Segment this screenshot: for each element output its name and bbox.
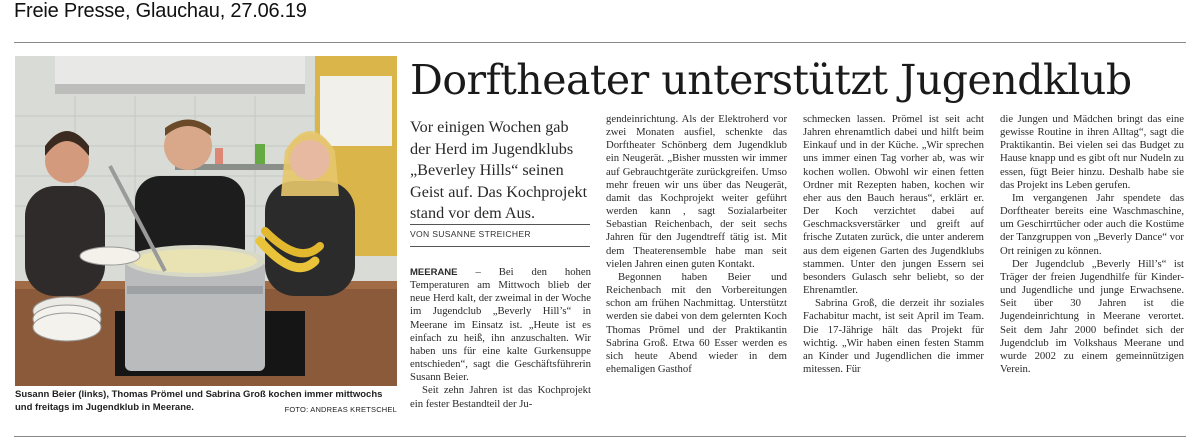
column-4-paragraph-1: die Jungen und Mädchen bringt das eine gewisse Routine in ihren Alltag“, sagt die Praktikantin. Bei vielen sei das Budget zu Hause knapp und es gibt oft nur Nudeln zu essen, fügt Beier hinzu. Deshalb habe sie das Projekt ins Leben gerufen. (1000, 113, 1184, 191)
caption-text: Susann Beier (links), Thomas Prömel und Sabrina Groß kochen immer mittwochs und freitags im Jugendklub in Meerane. (15, 389, 383, 413)
article-headline: Dorftheater unterstützt Jugendklub (410, 56, 1132, 104)
article-lead: Vor einigen Wochen gab der Herd im Jugendklubs „Beverley Hills“ seinen Geist auf. Das Kochprojekt stand vor dem Aus. (410, 118, 588, 222)
bottom-divider (14, 436, 1186, 437)
top-divider (14, 42, 1186, 43)
article-column-3 (803, 113, 984, 376)
article-photo (15, 56, 397, 386)
article-column-1 (410, 266, 591, 411)
dateline: MEERANE (410, 267, 458, 278)
column-1-paragraph-1: – Bei den hohen Temperaturen am Mittwoch blieb der neue Herd kalt, der zweimal in der Woche im Jugendclub „Beverly Hill’s“ in Meerane im Einsatz ist. „Heute ist es einfach zu heiß, ihn anzuschalten. Wir haben uns für eine kalte Gurkensuppe entschieden“, sagt die Geschäftsführerin Susann Beier. (410, 266, 591, 384)
photo-credit: FOTO: ANDREAS KRETSCHEL (284, 405, 397, 414)
article-column-2 (606, 113, 787, 376)
author-divider-top (410, 224, 590, 225)
column-3-paragraph-1: schmecken lassen. Prömel ist seit acht Jahren ehrenamtlich dabei und hilft beim Einkauf und in der Küche. „Wir sprechen uns immer einen Tag vorher ab, was wir kochen wollen. Obwohl wir einen fetten Ordner mit Rezepten haben, kochen wir eher aus den Bauch heraus“, erklärt er. Der Koch verzichtet dabei auf Geschmacksverstärker und greift auf frische Zutaten zurück, die unter anderem aus dem eigenen Garten des Jugendklubs stammen. Unter den jungen Essern sei besonders Gulasch sehr beliebt, so der Ehrenamtler. (803, 113, 984, 297)
article-author: VON SUSANNE STREICHER (410, 229, 531, 239)
column-1-paragraph-2: Seit zehn Jahren ist das Kochprojekt ein fester Bestandteil der Ju- (410, 384, 591, 410)
column-2-paragraph-1: gendeinrichtung. Als der Elektroherd vor zwei Monaten ausfiel, schenkte das Dorftheater Schönberg dem Jugendklub ein Neugerät. „Bisher mussten wir immer auf Gebrauchtgeräte zurückgreifen. Umso mehr freuen wir uns über das Neugerät, damit das Kochprojekt weiter geführt werden kann , sagt Sozialarbeiter Sebastian Reichenbach, der seit sechs Jahren für den Jugendtreff tätig ist. Mit dem Theaterensemble habe man seit vielen Jahren einen guten Kontakt. (606, 113, 787, 270)
column-4-paragraph-3: Der Jugendclub „Beverly Hill’s“ ist Träger der freien Jugendhilfe für Kinder- und Jugendliche und junge Erwachsene. Seit über 30 Jahren ist die Jugendeinrichtung in Meerane verortet. Seit dem Jahr 2000 befindet sich der Jugendclub im Volkshaus Meerane und wurde 2002 zu einem gemeinnützigen Verein. (1000, 257, 1184, 375)
column-3-paragraph-2: Sabrina Groß, die derzeit ihr soziales Fachabitur macht, ist seit April im Team. Die 17-Jährige hält das Projekt für wichtig. „Wir haben einen festen Stamm an Kinder und Jugendlichen die immer mitessen. Für (803, 297, 984, 375)
article-column-4 (1000, 113, 1184, 376)
column-2-paragraph-2: Begonnen haben Beier und Reichenbach mit den Vorbereitungen schon am frühen Nachmittag. Unterstützt werden sie dabei von dem gelernten Koch Thomas Prömel und der Praktikantin Sabrina Groß. Etwa 60 Esser werden es sich heute Abend wieder in dem ehemaligen Gasthof (606, 270, 787, 375)
author-divider-bottom (410, 246, 590, 247)
photo-caption (15, 388, 397, 416)
column-4-paragraph-2: Im vergangenen Jahr spendete das Dorftheater bereits eine Waschmaschine, um Geschirrtücher oder auch die Kostüme der Tanzgruppen von „Beverly Dance“ vor Ort reinigen zu können. (1000, 191, 1184, 257)
newspaper-source: Freie Presse, Glauchau, 27.06.19 (14, 0, 307, 22)
